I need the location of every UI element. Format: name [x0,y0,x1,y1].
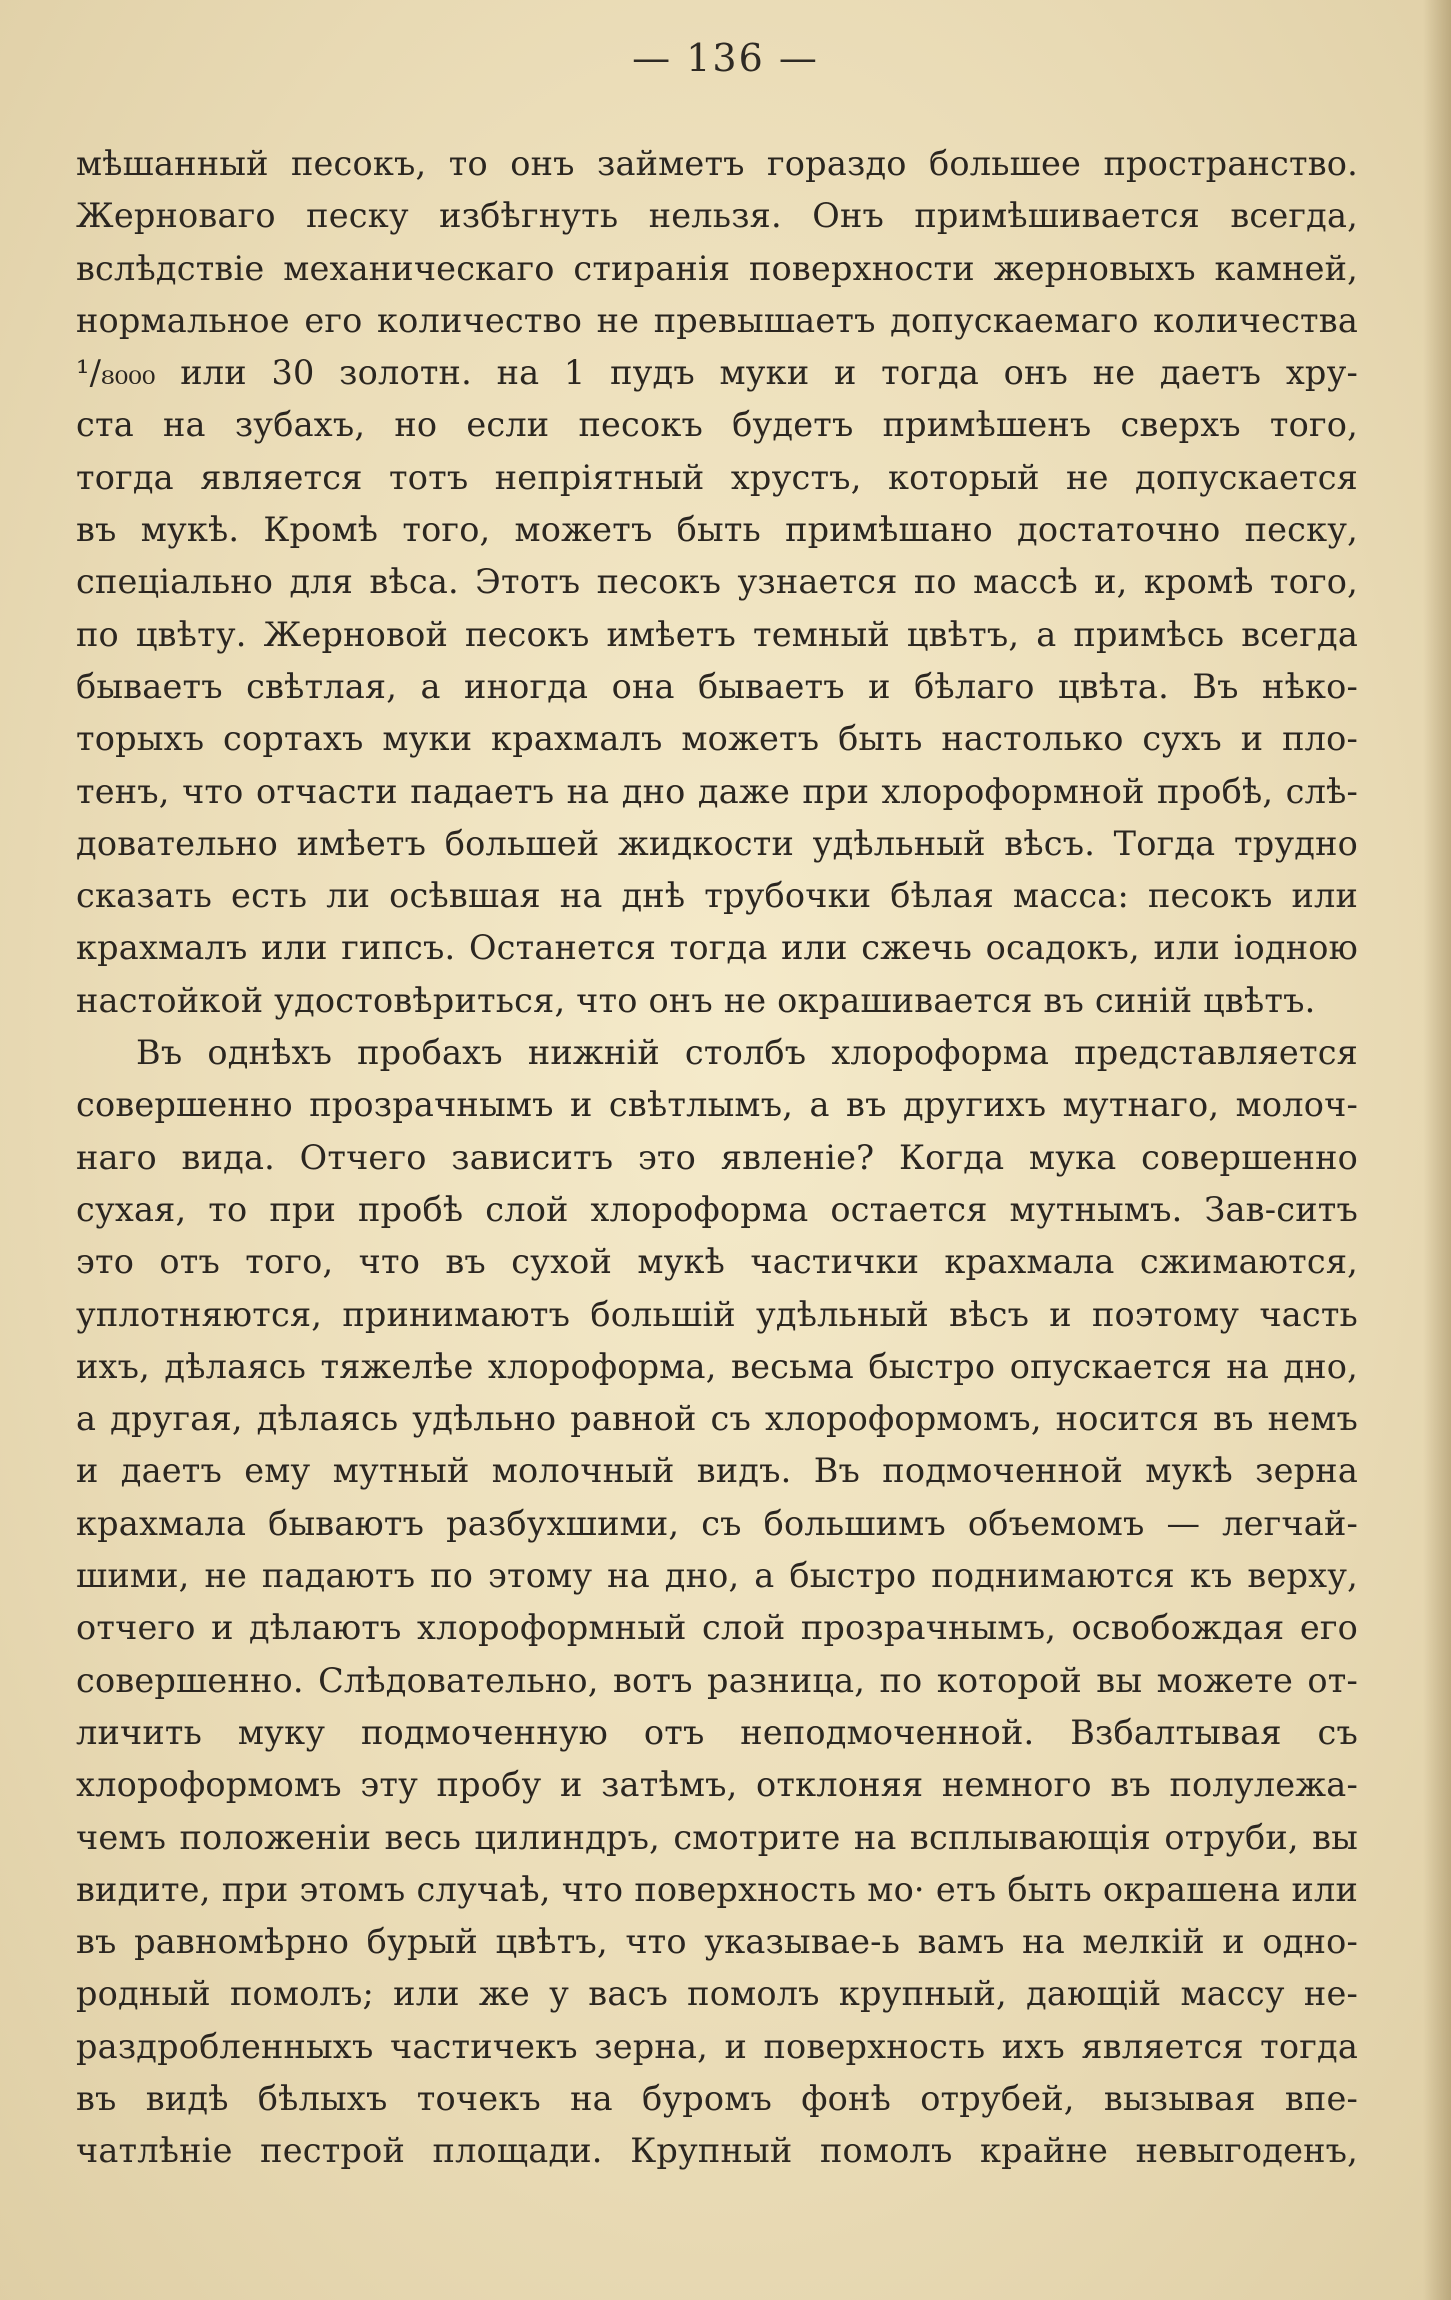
text-line: тенъ, что отчасти падаетъ на дно даже при хлороформной пробѣ, слѣ- [76,771,1358,811]
text-line: торыхъ сортахъ муки крахмалъ можетъ быть настолько сухъ и пло- [76,719,1358,759]
text-line: нормальное его количество не превышаетъ допускаемаго количества [76,300,1358,340]
text-line: бываетъ свѣтлая, а иногда она бываетъ и бѣлаго цвѣта. Въ нѣко- [76,666,1358,706]
text-line: вслѣдствіе механическаго стиранія поверхности жерновыхъ камней, [76,248,1358,288]
text-line: въ видѣ бѣлыхъ точекъ на буромъ фонѣ отрубей, вызывая впе- [76,2078,1358,2118]
text-line: тогда является тотъ непріятный хрустъ, который не допускается [76,457,1358,497]
text-line: чемъ положеніи весь цилиндръ, смотрите на всплывающія отруби, вы [76,1817,1358,1857]
text-line: ихъ, дѣлаясь тяжелѣе хлороформа, весьма быстро опускается на дно, [76,1346,1358,1386]
text-line: мѣшанный песокъ, то онъ займетъ гораздо большее пространство. [76,144,1358,183]
page-number: — 136 — [632,36,819,80]
text-line: въ мукѣ. Кромѣ того, можетъ быть примѣшано достаточно песку, [76,510,1358,550]
text-line: сказать есть ли осѣвшая на днѣ трубочки бѣлая масса: песокъ или [76,876,1358,916]
text-line: совершенно. Слѣдовательно, вотъ разница, по которой вы можете от- [76,1660,1358,1700]
paragraph-first-line: Въ однѣхъ пробахъ нижній столбъ хлороформа представляется [136,1033,1358,1073]
text-line: личить муку подмоченную отъ неподмоченной. Взбалтывая съ [76,1712,1358,1752]
text-line: наго вида. Отчего зависитъ это явленіе? Когда мука совершенно [76,1137,1358,1177]
text-line: это отъ того, что въ сухой мукѣ частички крахмала сжимаются, [76,1242,1358,1282]
text-line: въ равномѣрно бурый цвѣтъ, что указывае‑ь вамъ на мелкій и одно- [76,1922,1358,1962]
text-line: видите, при этомъ случаѣ, что поверхность мо· етъ быть окрашена или [76,1869,1358,1909]
text-line: крахмалъ или гипсъ. Останется тогда или сжечь осадокъ, или іодною [76,928,1358,968]
body-text [76,138,1358,2178]
text-line: чатлѣніе пестрой площади. Крупный помолъ крайне невыгоденъ, [76,2131,1358,2171]
text-line: родный помолъ; или же у васъ помолъ крупный, дающій массу не- [76,1974,1358,2014]
text-line: крахмала бываютъ разбухшими, съ большимъ объемомъ — легчай- [76,1503,1358,1543]
text-line: совершенно прозрачнымъ и свѣтлымъ, а въ другихъ мутнаго, молоч- [76,1085,1358,1125]
text-line: по цвѣту. Жерновой песокъ имѣетъ темный цвѣтъ, а примѣсь всегда [76,614,1358,654]
text-line: уплотняются, принимаютъ большій удѣльный вѣсъ и поэтому часть [76,1294,1358,1334]
text-line: ¹/₈₀₀₀ или 30 золотн. на 1 пудъ муки и тогда онъ не даетъ хру- [76,353,1358,393]
text-line: раздробленныхъ частичекъ зерна, и поверхность ихъ является тогда [76,2026,1358,2066]
text-line: а другая, дѣлаясь удѣльно равной съ хлороформомъ, носится въ немъ [76,1399,1358,1439]
text-line: спеціально для вѣса. Этотъ песокъ узнается по массѣ и, кромѣ того, [76,562,1358,602]
text-line: настойкой удостовѣриться, что онъ не окрашивается въ синій цвѣтъ. [76,980,1316,1020]
text-line: и даетъ ему мутный молочный видъ. Въ подмоченной мукѣ зерна [76,1451,1358,1491]
text-line: шими, не падаютъ по этому на дно, а быстро поднимаются къ верху, [76,1556,1358,1596]
page-edge-shadow [1423,0,1451,2300]
text-line: хлороформомъ эту пробу и затѣмъ, отклоняя немного въ полулежа- [76,1765,1358,1805]
text-line: ста на зубахъ, но если песокъ будетъ примѣшенъ сверхъ того, [76,405,1358,445]
text-line: отчего и дѣлаютъ хлороформный слой прозрачнымъ, освобождая его [76,1608,1358,1648]
text-line: довательно имѣетъ большей жидкости удѣльный вѣсъ. Тогда трудно [76,823,1358,863]
text-line: сухая, то при пробѣ слой хлороформа остается мутнымъ. Зав‑ситъ [76,1189,1358,1229]
text-line: Жерноваго песку избѣгнуть нельзя. Онъ примѣшивается всегда, [76,196,1358,236]
